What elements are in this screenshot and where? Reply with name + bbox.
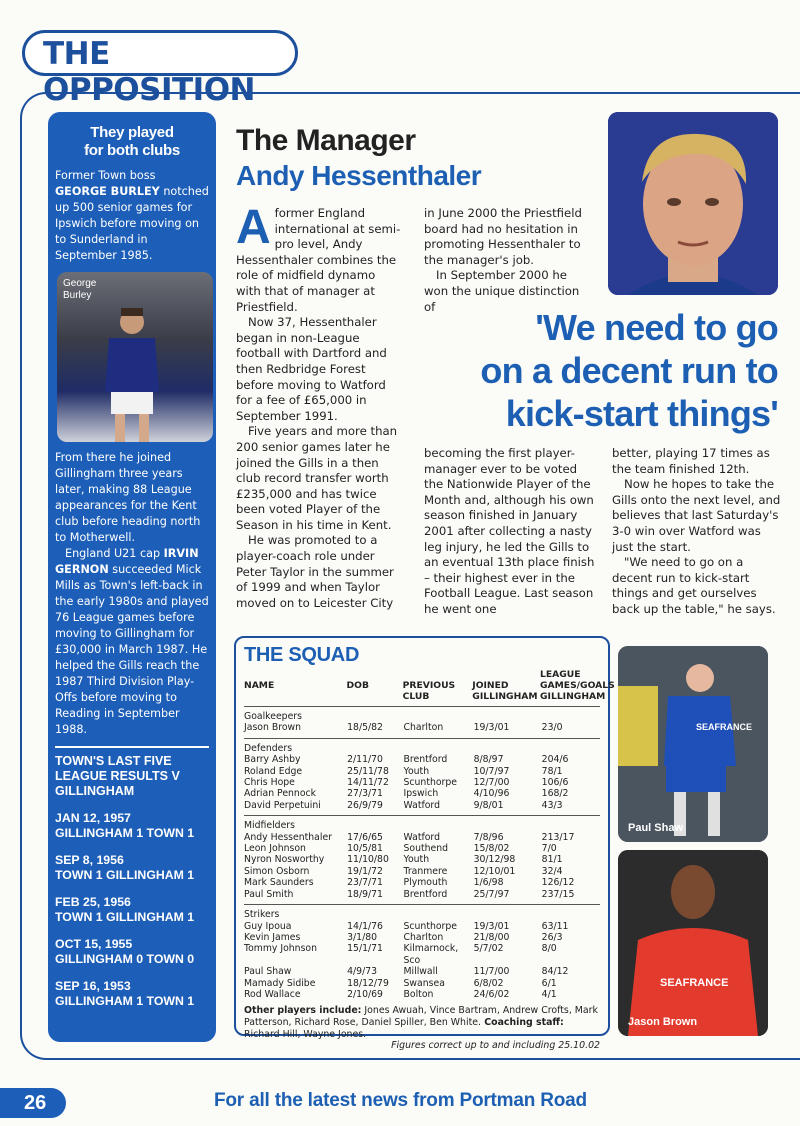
sidebar-title-line2: for both clubs	[84, 142, 180, 159]
result-date: SEP 16, 1953	[55, 979, 131, 993]
squad-group	[244, 711, 600, 739]
section-title: THE OPPOSITION	[43, 36, 255, 108]
table-row	[244, 978, 600, 989]
squad-group-name: Strikers	[244, 909, 280, 921]
sidebar-para-burley	[55, 168, 209, 264]
dob-cell: 19/1/72	[347, 865, 383, 877]
squad-group-name: Defenders	[244, 742, 293, 754]
player-name-cell: Andy Hessenthaler	[244, 831, 332, 843]
club-cell: Plymouth	[403, 877, 448, 889]
club-cell: Charlton	[403, 931, 444, 943]
player-name-cell: Mamady Sidibe	[244, 977, 316, 989]
divider	[244, 904, 600, 905]
squad-groups	[244, 711, 600, 1000]
table-row	[244, 866, 600, 877]
result-score: GILLINGHAM 1 TOWN 1	[55, 826, 195, 840]
paul-shaw-photo	[618, 646, 768, 842]
text-span: notched up 500 senior games for Ipswich before moving on to Sunderland in September 1985.	[55, 185, 209, 262]
figures-note: Figures correct up to and including 25.10.02	[391, 1040, 600, 1052]
player-name: IRVIN GERNON	[55, 547, 199, 576]
player-name-cell: Nyron Nosworthy	[244, 854, 325, 866]
divider	[55, 746, 209, 748]
player-figure-icon	[97, 302, 167, 442]
joined-cell: 30/12/98	[473, 854, 516, 866]
dob-cell: 18/12/79	[347, 977, 389, 989]
joined-cell: 19/3/01	[473, 920, 510, 932]
result-item	[55, 853, 209, 883]
record-cell: 32/4	[541, 865, 563, 877]
table-row	[244, 889, 600, 900]
sidebar-title	[55, 124, 209, 160]
record-cell: 7/0	[541, 843, 557, 855]
player-name-cell: Jason Brown	[244, 722, 301, 734]
table-row	[244, 989, 600, 1000]
player-name-cell: Barry Ashby	[244, 754, 301, 766]
record-cell: 213/17	[541, 831, 575, 843]
player-name-cell: Guy Ipoua	[244, 920, 292, 932]
footnote-label: Other players include:	[244, 1005, 362, 1017]
header-line: LEAGUE	[540, 669, 581, 680]
table-row	[244, 800, 600, 811]
joined-cell: 24/6/02	[473, 988, 510, 1000]
article-column-3	[612, 446, 782, 618]
club-cell: Watford	[403, 831, 440, 843]
header-line: CLUB	[402, 691, 430, 702]
record-cell: 6/1	[541, 977, 557, 989]
other-players: Jones Awuah, Vince Bartram, Andrew Crofts, Mark Patterson, Richard Rose, Daniel Spiller, Ben White.	[244, 1005, 598, 1028]
dob-cell: 2/11/70	[347, 754, 383, 766]
record-cell: 81/1	[541, 854, 563, 866]
table-row	[244, 854, 600, 865]
club-cell: Brentford	[403, 888, 448, 900]
squad-title: THE SQUAD	[244, 644, 360, 666]
header-line: GILLINGHAM	[472, 691, 538, 702]
article-para: Five years and more than 200 senior games later he joined the Gills in a then club record transfer worth £235,000 and has twice been voted Player of the Season in his time in Kent.	[236, 424, 398, 532]
shirt-sponsor: SEAFRANCE	[696, 722, 753, 732]
dob-cell: 3/1/80	[347, 931, 378, 943]
player-name-cell: Paul Smith	[244, 888, 294, 900]
result-score: GILLINGHAM 1 TOWN 1	[55, 994, 195, 1008]
player-action-icon	[618, 646, 768, 842]
player-portrait-icon	[618, 850, 768, 1036]
joined-cell: 25/7/97	[473, 888, 510, 900]
club-cell: Southend	[403, 843, 449, 855]
header-line: GILLINGHAM	[540, 691, 606, 702]
dob-cell: 11/10/80	[347, 854, 389, 866]
photo-caption: Paul Shaw	[628, 822, 684, 834]
article-para: Now 37, Hessenthaler began in non-League football with Dartford and then Redbridge Forest before moving to Watford for a fee of £65,000 in September 1991.	[236, 315, 387, 423]
squad-header-row	[244, 669, 615, 702]
header-line: PREVIOUS	[402, 680, 456, 691]
photo-caption: Jason Brown	[628, 1016, 698, 1028]
dob-cell: 18/9/71	[347, 888, 383, 900]
header-league	[540, 669, 615, 702]
joined-cell: 7/8/96	[473, 831, 504, 843]
squad-group	[244, 909, 600, 1000]
text-span: succeeded Mick Mills as Town's left-back in the early 1980s and played 76 League games before moving to Gillingham for £30,000 in March 1987. He helped the Gills reach the 1987 Third Division Play-Offs before moving to Reading in September 1988.	[55, 563, 209, 736]
text-span: Former Town boss	[55, 169, 156, 182]
article-para: becoming the first player-manager ever to be voted the Nationwide Player of the Month and, although his own season finished in January 2001 after collecting a nasty leg injury, he led the Gills to an eventual 13th place finish – their highest ever in the Football League. Last season he went one	[424, 446, 595, 616]
article-kicker: The Manager	[236, 124, 416, 157]
table-row	[244, 777, 600, 788]
result-item	[55, 895, 209, 925]
table-row	[244, 966, 600, 977]
player-name-cell: Tommy Johnson	[244, 943, 317, 955]
joined-cell: 15/8/02	[473, 843, 510, 855]
player-name-cell: Simon Osborn	[244, 865, 310, 877]
joined-cell: 12/10/01	[473, 865, 516, 877]
player-name-cell: Rod Wallace	[244, 988, 301, 1000]
article-para: better, playing 17 times as the team finished 12th.	[612, 446, 770, 476]
sidebar-panel	[48, 112, 216, 1042]
record-cell: 126/12	[541, 877, 575, 889]
table-row	[244, 877, 600, 888]
dob-cell: 27/3/71	[347, 788, 383, 800]
table-row	[244, 722, 600, 733]
footer-tagline: For all the latest news from Portman Road	[214, 1090, 587, 1111]
squad-footnote	[244, 1005, 600, 1051]
club-cell: Kilmarnock, Sco	[403, 943, 459, 966]
joined-cell: 9/8/01	[473, 799, 504, 811]
player-name-cell: Leon Johnson	[244, 843, 306, 855]
results-heading: TOWN'S LAST FIVE LEAGUE RESULTS V GILLINGHAM	[55, 754, 180, 798]
result-item	[55, 937, 209, 967]
dob-cell: 10/5/81	[347, 843, 383, 855]
joined-cell: 4/10/96	[473, 788, 510, 800]
joined-cell: 1/6/98	[473, 877, 504, 889]
squad-group	[244, 820, 600, 905]
text-span: England U21 cap	[65, 547, 164, 560]
player-name-cell: Paul Shaw	[244, 966, 292, 978]
caption-line: Burley	[63, 290, 92, 301]
joined-cell: 10/7/97	[473, 765, 510, 777]
club-cell: Brentford	[403, 754, 448, 766]
divider	[244, 738, 600, 739]
dob-cell: 14/1/76	[347, 920, 383, 932]
manager-portrait-icon	[608, 112, 778, 295]
photo-caption	[63, 278, 96, 302]
result-score: GILLINGHAM 0 TOWN 0	[55, 952, 195, 966]
club-cell: Youth	[403, 854, 430, 866]
article-para: "We need to go on a decent run to kick-start things and get ourselves back up the table," he says.	[612, 555, 776, 616]
joined-cell: 6/8/02	[473, 977, 504, 989]
record-cell: 78/1	[541, 765, 563, 777]
result-item	[55, 811, 209, 841]
result-score: TOWN 1 GILLINGHAM 1	[55, 910, 195, 924]
article-column-2-bottom	[424, 446, 596, 618]
header-line: JOINED	[472, 680, 509, 691]
club-cell: Swansea	[403, 977, 445, 989]
divider	[244, 815, 600, 816]
table-row	[244, 766, 600, 777]
article-para: In September 2000 he won the unique distinction of	[424, 268, 580, 314]
dob-cell: 4/9/73	[347, 966, 378, 978]
dob-cell: 25/11/78	[347, 765, 389, 777]
result-date: OCT 15, 1955	[55, 937, 133, 951]
squad-group-name: Midfielders	[244, 820, 295, 832]
player-name-cell: Chris Hope	[244, 777, 295, 789]
squad-group	[244, 743, 600, 816]
text-span: former England international at semi-pro level, Andy Hessenthaler combines the role of midfield dynamo with that of manager at Priestfield.	[236, 206, 401, 314]
sidebar-title-line1: They played	[90, 124, 174, 141]
record-cell: 168/2	[541, 788, 569, 800]
club-cell: Scunthorpe	[403, 777, 457, 789]
squad-group-name: Goalkeepers	[244, 711, 302, 722]
result-date: FEB 25, 1956	[55, 895, 131, 909]
squad-table	[234, 636, 615, 1052]
joined-cell: 5/7/02	[473, 943, 504, 955]
table-row	[244, 921, 600, 932]
table-row	[244, 788, 600, 799]
club-cell: Tranmere	[403, 865, 448, 877]
page-number: 26	[0, 1088, 66, 1118]
table-row	[244, 754, 600, 765]
table-row	[244, 843, 600, 854]
table-row	[244, 832, 600, 843]
drop-cap: A	[236, 201, 271, 254]
club-cell: Watford	[403, 799, 440, 811]
player-name-cell: Mark Saunders	[244, 877, 314, 889]
article-para: He was promoted to a player-coach role under Peter Taylor in the summer of 1999 and when Taylor moved on to Leicester City	[236, 533, 394, 610]
table-row	[244, 932, 600, 943]
sidebar-para-gernon	[55, 546, 209, 738]
record-cell: 106/6	[541, 777, 569, 789]
article-headline: Andy Hessenthaler	[236, 160, 482, 191]
joined-cell: 19/3/01	[473, 722, 510, 734]
record-cell: 204/6	[541, 754, 569, 766]
player-name-cell: Kevin James	[244, 931, 301, 943]
record-cell: 84/12	[541, 966, 569, 978]
shirt-sponsor: SEAFRANCE	[660, 977, 729, 989]
result-date: JAN 12, 1957	[55, 811, 131, 825]
header-line: GAMES/GOALS	[540, 680, 615, 691]
player-name-cell: Adrian Pennock	[244, 788, 317, 800]
article-column-2-top	[424, 206, 592, 315]
joined-cell: 12/7/00	[473, 777, 510, 789]
pull-quote	[438, 306, 778, 435]
header-joined	[472, 669, 540, 702]
article-para: Now he hopes to take the Gills onto the next level, and believes that last Saturday's 3-0 win over Watford was just the start.	[612, 477, 781, 554]
record-cell: 4/1	[541, 988, 557, 1000]
record-cell: 26/3	[541, 931, 563, 943]
club-cell: Youth	[403, 765, 430, 777]
jason-brown-photo	[618, 850, 768, 1036]
record-cell: 8/0	[541, 943, 557, 955]
player-name-cell: David Perpetuini	[244, 799, 321, 811]
divider	[244, 706, 600, 707]
dob-cell: 26/9/79	[347, 799, 383, 811]
dob-cell: 15/1/71	[347, 943, 383, 955]
result-score: TOWN 1 GILLINGHAM 1	[55, 868, 195, 882]
record-cell: 237/15	[541, 888, 575, 900]
club-cell: Millwall	[403, 966, 438, 978]
sidebar-para-burley-gillingham: From there he joined Gillingham three years later, making 88 League appearances for the Kent club before heading north to Motherwell.	[55, 451, 201, 544]
section-header	[22, 30, 298, 108]
results-list	[55, 811, 209, 1009]
club-cell: Ipswich	[403, 788, 439, 800]
quote-line: 'We need to go	[535, 307, 778, 348]
record-cell: 23/0	[541, 722, 563, 734]
table-row	[244, 943, 600, 966]
caption-line: George	[63, 278, 97, 289]
dob-cell: 23/7/71	[347, 877, 383, 889]
article-para: in June 2000 the Priestfield board had no hesitation in promoting Hessenthaler to the manager's job.	[424, 206, 582, 267]
record-cell: 63/11	[541, 920, 569, 932]
dob-cell: 14/11/72	[347, 777, 389, 789]
header-name: NAME	[244, 680, 275, 691]
dob-cell: 18/5/82	[347, 722, 383, 734]
dob-cell: 17/6/65	[347, 831, 383, 843]
result-item	[55, 979, 209, 1009]
joined-cell: 21/8/00	[473, 931, 510, 943]
club-cell: Bolton	[403, 988, 434, 1000]
joined-cell: 8/8/97	[473, 754, 504, 766]
record-cell: 43/3	[541, 799, 563, 811]
player-name: GEORGE BURLEY	[55, 185, 160, 198]
club-cell: Scunthorpe	[403, 920, 457, 932]
george-burley-photo	[57, 272, 213, 442]
footnote-label: Coaching staff:	[481, 1016, 564, 1028]
quote-line: kick-start things'	[505, 393, 778, 434]
joined-cell: 11/7/00	[473, 966, 510, 978]
coaching-staff: Richard Hill, Wayne Jones.	[244, 1028, 367, 1040]
header-dob: DOB	[346, 680, 369, 691]
header-previous-club	[403, 669, 473, 702]
result-date: SEP 8, 1956	[55, 853, 124, 867]
manager-photo	[608, 112, 778, 295]
quote-line: on a decent run to	[480, 350, 778, 391]
article-column-1	[236, 201, 402, 611]
dob-cell: 2/10/69	[347, 988, 383, 1000]
club-cell: Charlton	[403, 722, 444, 734]
player-name-cell: Roland Edge	[244, 765, 303, 777]
article-para	[236, 201, 402, 315]
